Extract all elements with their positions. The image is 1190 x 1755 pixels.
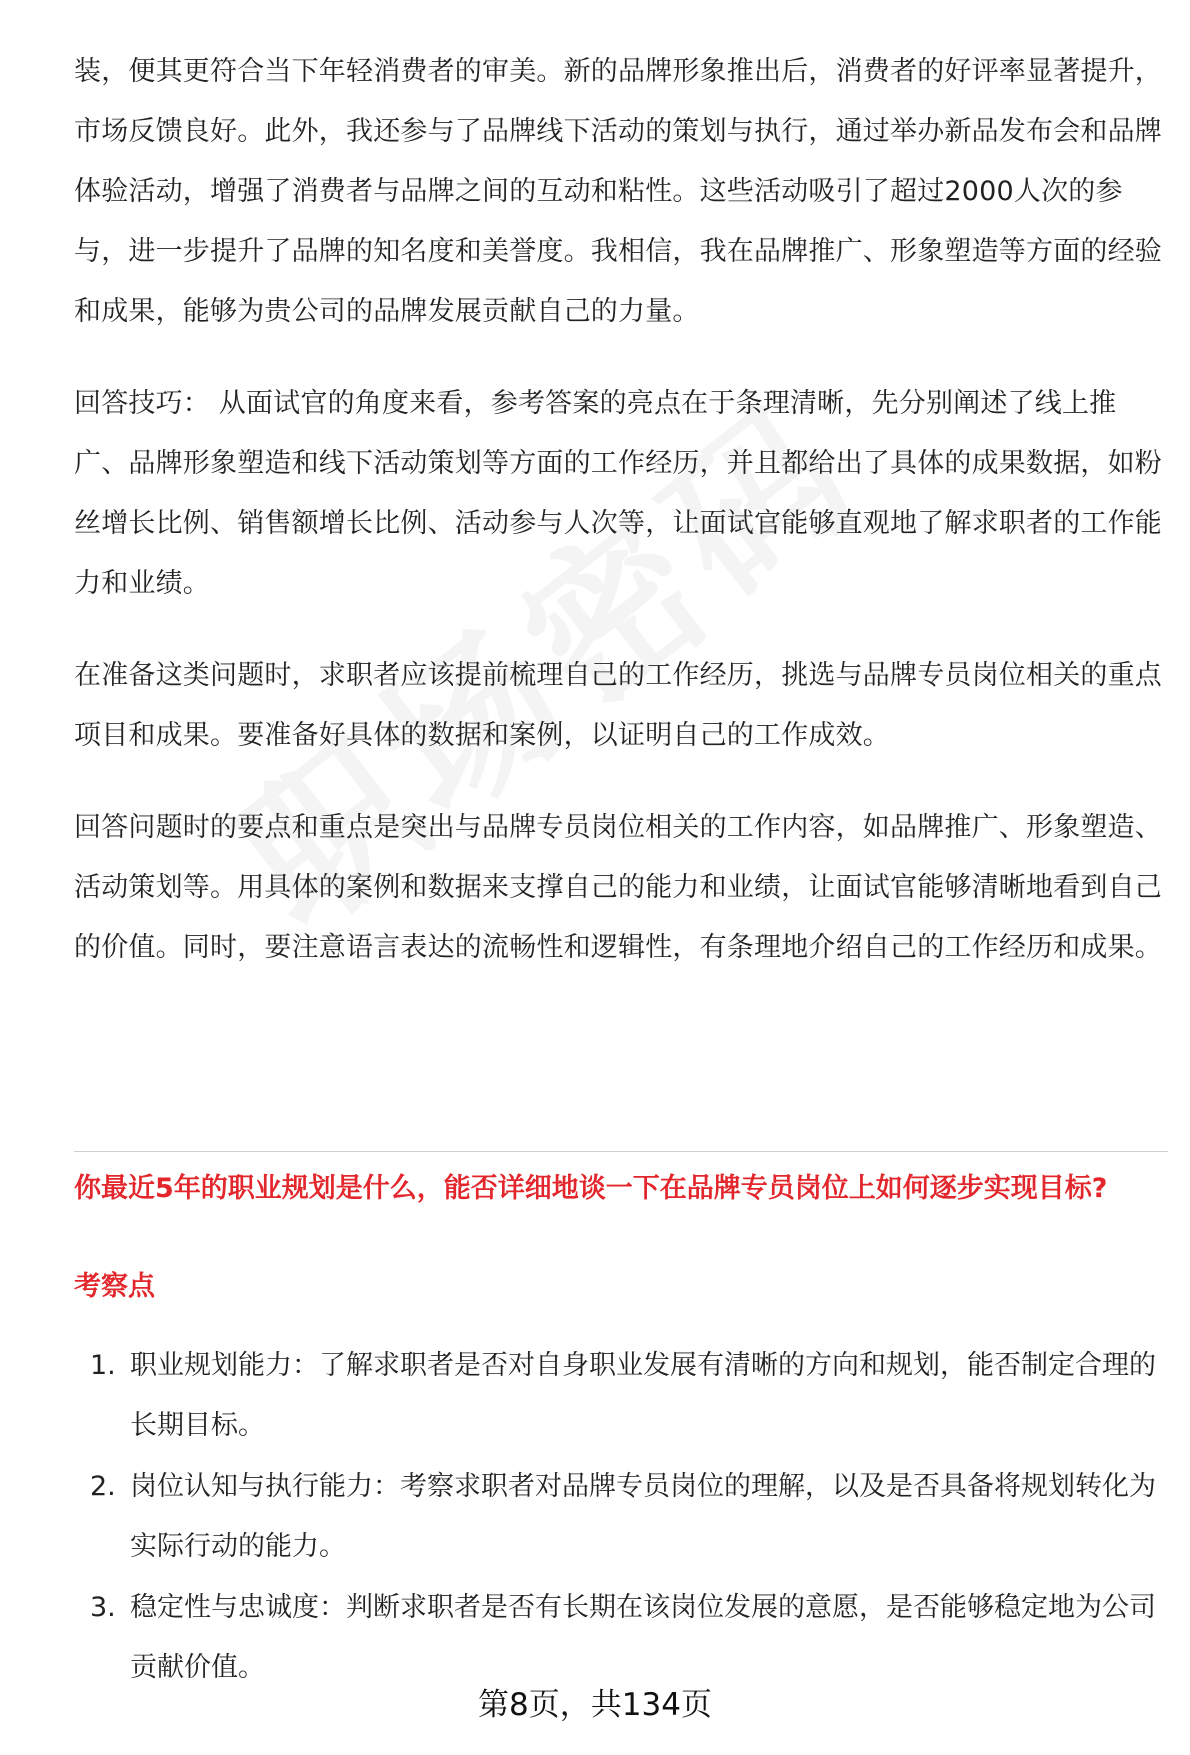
- list-item-text: 岗位认知与执行能力：考察求职者对品牌专员岗位的理解，以及是否具备将规划转化为实际行动的能力。: [130, 1471, 1156, 1562]
- paragraph-preparation: 在准备这类问题时，求职者应该提前梳理自己的工作经历，挑选与品牌专员岗位相关的重点项目和成果。要准备好具体的数据和案例，以证明自己的工作成效。: [74, 660, 1162, 751]
- interview-question-heading: 你最近5年的职业规划是什么，能否详细地谈一下在品牌专员岗位上如何逐步实现目标?: [74, 1173, 1108, 1204]
- paragraph-key-points: 回答问题时的要点和重点是突出与品牌专员岗位相关的工作内容，如品牌推广、形象塑造、活动策划等。用具体的案例和数据来支撑自己的能力和业绩，让面试官能够清晰地看到自己的价值。同时，要注意语言表达的流畅性和逻辑性，有条理地介绍自己的工作经历和成果。: [74, 812, 1162, 963]
- list-item-number: 2.: [90, 1471, 116, 1502]
- assessment-points-list: [74, 1336, 1168, 1699]
- list-item-text: 职业规划能力：了解求职者是否对自身职业发展有清晰的方向和规划，能否制定合理的长期目标。: [130, 1350, 1156, 1441]
- paragraph-answer-continuation: 装，便其更符合当下年轻消费者的审美。新的品牌形象推出后，消费者的好评率显著提升，市场反馈良好。此外，我还参与了品牌线下活动的策划与执行，通过举办新品发布会和品牌体验活动，增强了消费者与品牌之间的互动和粘性。这些活动吸引了超过2000人次的参与，进一步提升了品牌的知名度和美誉度。我相信，我在品牌推广、形象塑造等方面的经验和成果，能够为贵公司的品牌发展贡献自己的力量。: [74, 56, 1162, 327]
- list-item: [74, 1457, 1168, 1577]
- list-item: [74, 1336, 1168, 1456]
- section-divider: [74, 1151, 1168, 1152]
- list-item: [74, 1578, 1168, 1698]
- document-body: [74, 42, 1168, 978]
- list-item-text: 稳定性与忠诚度：判断求职者是否有长期在该岗位发展的意愿，是否能够稳定地为公司贡献价值。: [130, 1592, 1156, 1683]
- paragraph-answer-tips: 回答技巧： 从面试官的角度来看，参考答案的亮点在于条理清晰，先分别阐述了线上推广、品牌形象塑造和线下活动策划等方面的工作经历，并且都给出了具体的成果数据，如粉丝增长比例、销售额增长比例、活动参与人次等，让面试官能够直观地了解求职者的工作能力和业绩。: [74, 388, 1162, 599]
- assessment-points-heading: 考察点: [74, 1271, 155, 1302]
- list-item-number: 3.: [90, 1592, 116, 1623]
- page-number-footer: 第8页，共134页: [478, 1687, 712, 1723]
- list-item-number: 1.: [90, 1350, 116, 1381]
